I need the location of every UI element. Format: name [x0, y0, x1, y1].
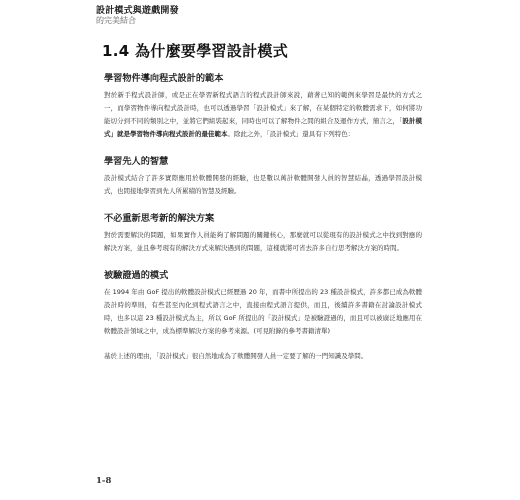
body-paragraph — [104, 229, 422, 255]
section-heading: 不必重新思考新的解決方案 — [104, 213, 215, 224]
body-paragraph — [104, 172, 422, 198]
running-head-title: 設計模式與遊戲開發 — [96, 6, 179, 16]
chapter-title: 1.4 為什麼要學習設計模式 — [102, 42, 288, 60]
emphasized-text: 設計模式」就是學習物件導向程式設計的最佳範本 — [104, 117, 423, 138]
paragraph-text: 。除此之外，「設計模式」還具有下列特色： — [227, 130, 355, 138]
section-heading: 學習物件導向程式設計的範本 — [104, 73, 224, 84]
paragraph-text: 基於上述的理由，「設計模式」很自然地成為了軟體開發人員一定要了解的一門知識及學問。 — [104, 352, 368, 360]
body-paragraph — [104, 89, 422, 141]
running-head-subtitle: 的完美結合 — [96, 16, 136, 26]
section-heading: 被驗證過的模式 — [104, 270, 169, 281]
paragraph-text: 設計模式結合了許多實際應用於軟體開發的經驗，也是數以萬計軟體開發人員的智慧結晶，透過學習設計模式，也間接地學習到先人所累積的智慧及經驗。 — [104, 174, 422, 195]
page-number: 1-8 — [96, 476, 112, 486]
section-heading: 學習先人的智慧 — [104, 156, 169, 167]
paragraph-text: 在 1994 年由 GoF 提出的軟體設計模式已經歷過 20 年，而書中所提出的 23 種設計模式，許多都已成為軟體設計時的準則，有些甚至內化到程式語言之中，直接由程式語言提供，而且，後續許多書籍在討論設計模式時，也多以這 23 種設計模式為主，所以 GoF 所提出的「設計模式」是被驗證過的，而且可以被廣泛地應用在軟體設計領域之中，成為標準解決方案的參考來源。(可見附錄的參考書籍清單) — [104, 288, 422, 335]
paragraph-text: 對於新手程式設計師，或是正在學習新程式語言的程式設計師來說，藉著已知的範例來學習是最快的方式之一，而學習物件導向程式設計時，也可以透過學習「設計模式」來了解，在某個特定的軟體需求下，如何將功能切分到不同的類別之中，並將它們組裝起來，同時也可以了解物件之間的組合及運作方式，簡言之，「 — [104, 91, 422, 125]
paragraph-text: 對於需要解決的問題，如果實作人員能夠了解問題的關鍵核心，那麼就可以從現有的設計模式之中找到對應的解決方案，並且參考現有的解決方式來解決遇到的問題，這樣就將可省去許多自行思考解決方案的時間。 — [104, 231, 422, 252]
body-content — [104, 70, 422, 375]
body-paragraph — [104, 286, 422, 338]
body-paragraph — [104, 350, 422, 363]
running-head — [96, 6, 179, 26]
